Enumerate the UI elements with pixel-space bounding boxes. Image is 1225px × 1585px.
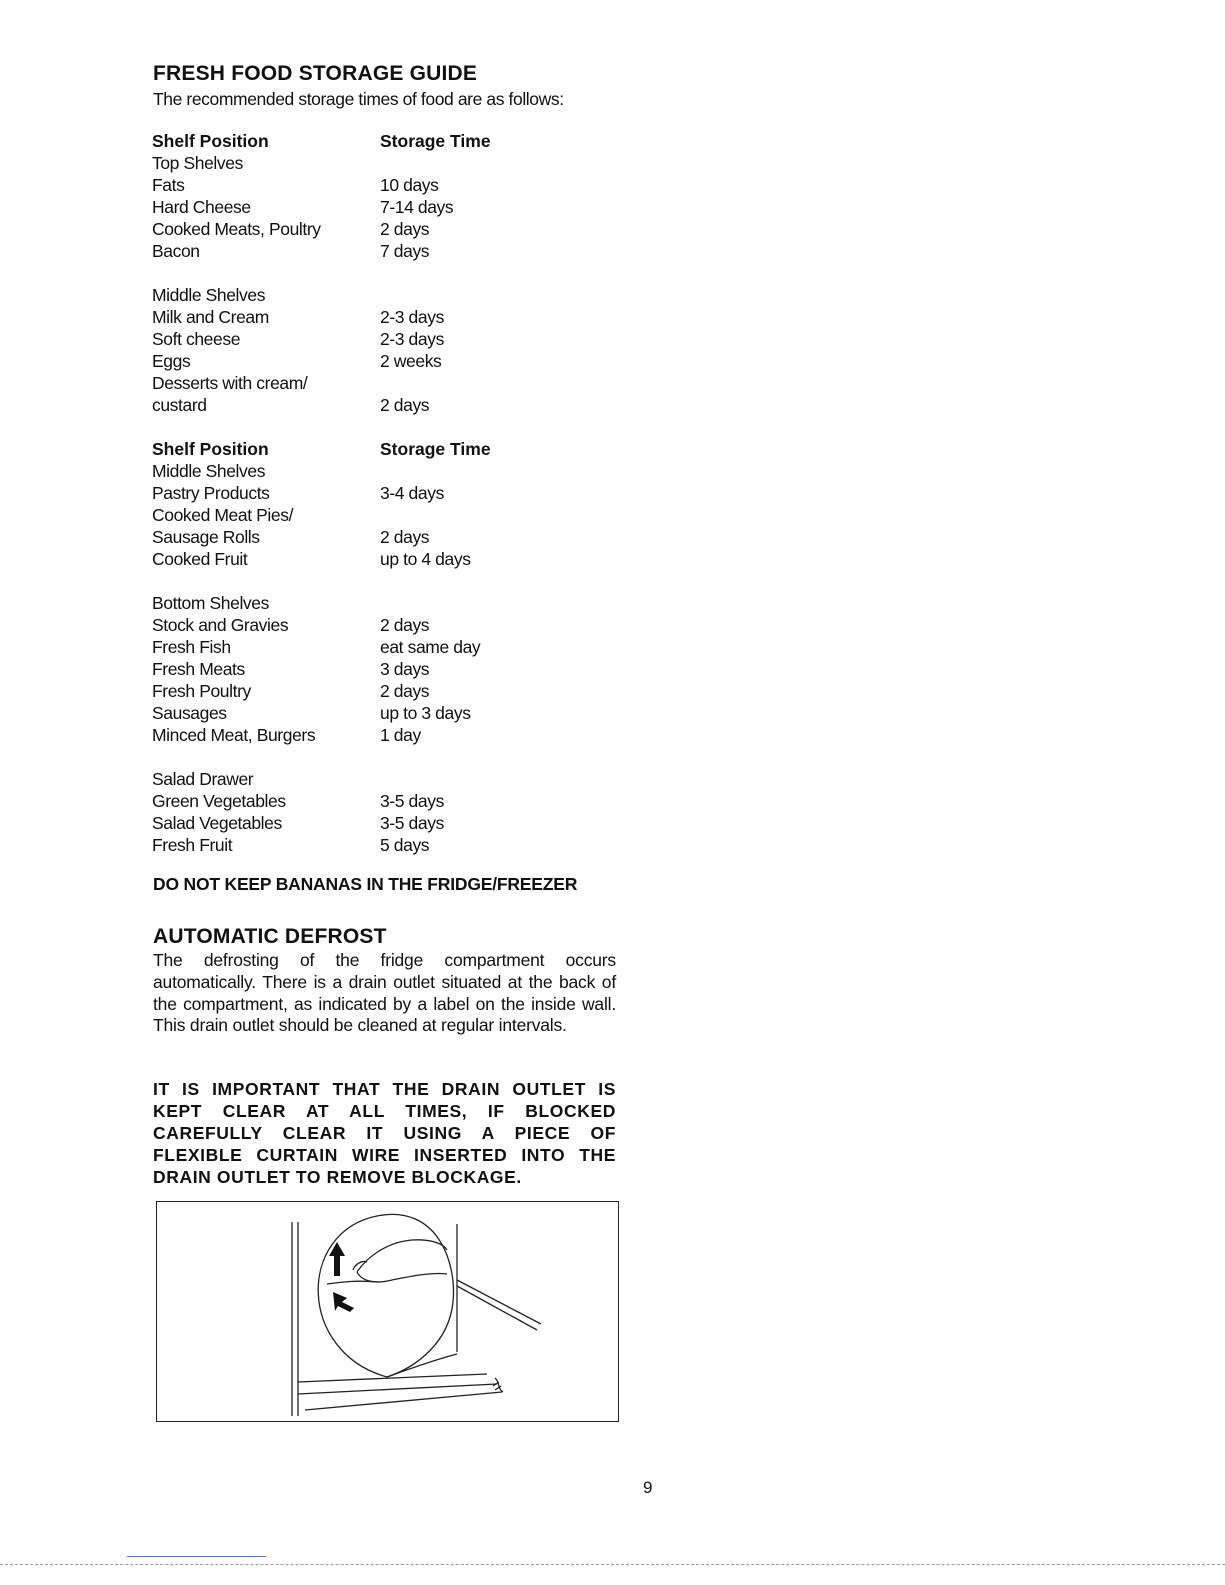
table-row xyxy=(152,394,612,416)
food-label: Soft cheese xyxy=(152,329,241,349)
table-row xyxy=(152,482,612,504)
spacer xyxy=(152,746,612,768)
storage-time: 2 days xyxy=(380,527,430,547)
spacer xyxy=(152,262,612,284)
table-row xyxy=(152,196,612,218)
page-title: FRESH FOOD STORAGE GUIDE xyxy=(153,62,478,85)
food-label: Fresh Fruit xyxy=(152,835,233,855)
table-row xyxy=(152,548,612,570)
food-label: Fresh Poultry xyxy=(152,681,251,701)
table-row xyxy=(152,328,612,350)
storage-time: 5 days xyxy=(380,835,430,855)
storage-time: eat same day xyxy=(380,637,481,657)
storage-time: 7 days xyxy=(380,241,430,261)
food-label: Fresh Fish xyxy=(152,637,231,657)
table-row xyxy=(152,724,612,746)
section-heading-salad-drawer: Salad Drawer xyxy=(152,769,254,789)
table-row xyxy=(152,174,612,196)
up-arrow-icon xyxy=(329,1242,345,1276)
column-header-storage-time: Storage Time xyxy=(380,131,491,151)
food-label: Desserts with cream/ xyxy=(152,373,308,393)
food-label: Pastry Products xyxy=(152,483,270,503)
table-row xyxy=(152,702,612,724)
food-label: Fats xyxy=(152,175,185,195)
storage-time: 2-3 days xyxy=(380,307,444,327)
food-label: Milk and Cream xyxy=(152,307,269,327)
defrost-title: AUTOMATIC DEFROST xyxy=(153,925,387,948)
column-header-shelf-position: Shelf Position xyxy=(152,439,269,459)
table-row xyxy=(152,790,612,812)
storage-time: 3 days xyxy=(380,659,430,679)
column-header-shelf-position: Shelf Position xyxy=(152,131,269,151)
food-label: custard xyxy=(152,395,207,415)
storage-time: 2 days xyxy=(380,219,430,239)
table-row xyxy=(152,240,612,262)
food-label: Bacon xyxy=(152,241,200,261)
spacer xyxy=(152,570,612,592)
food-label: Sausages xyxy=(152,703,227,723)
food-label: Minced Meat, Burgers xyxy=(152,725,316,745)
storage-time: 2 days xyxy=(380,615,430,635)
table-row xyxy=(152,218,612,240)
table-row xyxy=(152,306,612,328)
storage-time: 3-4 days xyxy=(380,483,444,503)
table-row xyxy=(152,350,612,372)
column-header-storage-time: Storage Time xyxy=(380,439,491,459)
table-row xyxy=(152,680,612,702)
spacer xyxy=(152,416,612,438)
section-heading-bottom-shelves: Bottom Shelves xyxy=(152,593,269,613)
storage-time: 1 day xyxy=(380,725,421,745)
table-row xyxy=(152,504,612,526)
storage-time: 2 weeks xyxy=(380,351,442,371)
down-arrow-icon xyxy=(333,1292,354,1312)
food-label: Hard Cheese xyxy=(152,197,251,217)
table-row xyxy=(152,834,612,856)
storage-time: 3-5 days xyxy=(380,813,444,833)
storage-time: 3-5 days xyxy=(380,791,444,811)
food-label: Cooked Meat Pies/ xyxy=(152,505,294,525)
storage-time: 2 days xyxy=(380,395,430,415)
section-heading-middle-shelves: Middle Shelves xyxy=(152,285,266,305)
table-row xyxy=(152,526,612,548)
storage-time: up to 3 days xyxy=(380,703,471,723)
food-label: Cooked Fruit xyxy=(152,549,248,569)
page-number: 9 xyxy=(643,1478,653,1497)
banana-warning: DO NOT KEEP BANANAS IN THE FRIDGE/FREEZER xyxy=(153,874,578,894)
page-edge-divider xyxy=(0,1564,1225,1565)
defrost-paragraph: The defrosting of the fridge compartment occurs automatically. There is a drain outlet situated at the back of the compartment, as indicated by a label on the inside wall. This drain outlet should be cleaned at regular intervals. xyxy=(153,950,616,1036)
food-label: Salad Vegetables xyxy=(152,813,282,833)
table-row xyxy=(152,614,612,636)
storage-time: 2-3 days xyxy=(380,329,444,349)
storage-time: 10 days xyxy=(380,175,439,195)
section-heading-middle-shelves: Middle Shelves xyxy=(152,461,266,481)
table-row xyxy=(152,658,612,680)
drain-outlet-illustration xyxy=(156,1201,619,1422)
food-label: Eggs xyxy=(152,351,191,371)
food-label: Fresh Meats xyxy=(152,659,245,679)
storage-time: 2 days xyxy=(380,681,430,701)
table-row xyxy=(152,812,612,834)
drain-cleaning-drawing xyxy=(157,1202,617,1420)
table-row xyxy=(152,372,612,394)
drain-warning: IT IS IMPORTANT THAT THE DRAIN OUTLET IS KEPT CLEAR AT ALL TIMES, IF BLOCKED CAREFULLY CLEAR IT USING A PIECE OF FLEXIBLE CURTAIN WIRE INSERTED INTO THE DRAIN OUTLET TO REMOVE BLOCKAGE. xyxy=(153,1079,616,1187)
page-subtitle: The recommended storage times of food are as follows: xyxy=(153,89,564,109)
food-label: Stock and Gravies xyxy=(152,615,289,635)
table-row xyxy=(152,636,612,658)
divider xyxy=(127,1556,266,1557)
storage-time: up to 4 days xyxy=(380,549,471,569)
food-label: Green Vegetables xyxy=(152,791,286,811)
storage-guide-table xyxy=(152,130,612,856)
table-header xyxy=(152,438,612,460)
storage-time: 7-14 days xyxy=(380,197,454,217)
table-header xyxy=(152,130,612,152)
food-label: Sausage Rolls xyxy=(152,527,260,547)
section-heading-top-shelves: Top Shelves xyxy=(152,153,243,173)
food-label: Cooked Meats, Poultry xyxy=(152,219,321,239)
